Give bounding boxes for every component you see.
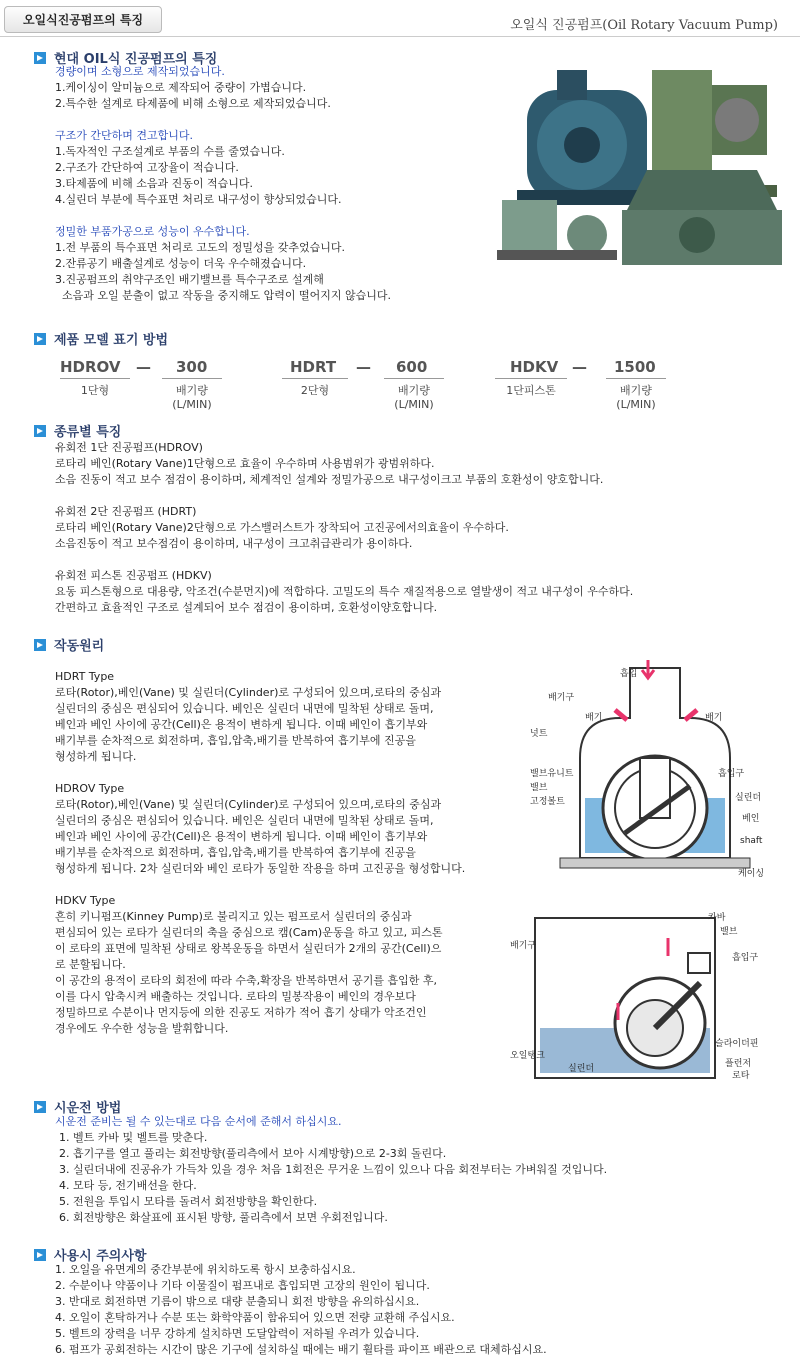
- rotary-vane-diagram: [530, 658, 780, 908]
- underline: [606, 378, 666, 379]
- principle-line: 배기부를 순차적으로 회전하며, 흡입,압축,배기를 반복하여 흡기부에 진공을: [55, 734, 416, 747]
- feature-line: 4.실린더 부분에 특수표면 처리로 내구성이 향상되었습니다.: [55, 193, 342, 206]
- principle-line: 베인과 베인 사이에 공간(Cell)은 용적이 변하게 됩니다. 이때 베인이 흡기부와: [55, 718, 428, 731]
- pump-photo-blue: [517, 70, 657, 205]
- caution-block: [55, 1262, 547, 1358]
- caution-line: 6. 펌프가 공회전하는 시간이 많은 기구에 설치하실 때에는 배기 휠타를 파이프 배관으로 대체하십시요.: [55, 1343, 547, 1356]
- principle-heading: 작동원리: [34, 635, 104, 654]
- principle-line: 베인과 베인 사이에 공간(Cell)은 용적이 변하게 됩니다. 이때 베인이 흡기부와: [55, 830, 428, 843]
- feature-line: 1.케이싱이 알미늄으로 제작되어 중량이 가볍습니다.: [55, 81, 307, 94]
- feature-group-title: 구조가 간단하며 견고합니다.: [55, 129, 194, 142]
- principle-line: 정밀하므로 수분이나 먼지등에 의한 진공도 저하가 적어 흡기 상태가 악조건인: [55, 1006, 427, 1019]
- label-exhaust-port: 배기구: [548, 693, 575, 703]
- trial-step: 2. 흡기구를 열고 풀리는 회전방향(풀리측에서 보아 시계방향)으로 2-3회 돌린다.: [59, 1147, 447, 1160]
- principle-line: 경우에도 우수한 성능을 발휘합니다.: [55, 1022, 229, 1035]
- underline: [384, 378, 444, 379]
- principle-line: 이를 다시 압축시켜 배출하는 것입니다. 로타의 밀봉작용이 베인의 경우보다: [55, 990, 416, 1003]
- principle-line: 배기부를 순차적으로 회전하며, 흡입,압축,배기를 반복하여 흡기부에 진공을: [55, 846, 416, 859]
- principle-line: 로타(Rotor),베인(Vane) 및 실린더(Cylinder)로 구성되어 있으며,로타의 중심과: [55, 798, 442, 811]
- page-title: 오일식 진공펌프(Oil Rotary Vacuum Pump): [510, 18, 778, 33]
- type-name: 유회전 2단 진공펌프 (HDRT): [55, 505, 197, 518]
- caution-line: 1. 오일을 유면계의 중간부분에 위치하도록 항시 보충하십시요.: [55, 1263, 356, 1276]
- models-heading: 제품 모델 표기 방법: [34, 329, 168, 348]
- type-line: 간편하고 효율적인 구조로 설계되어 보수 점검이 용이하며, 호환성이양호합니다.: [55, 601, 438, 614]
- model-dash: —: [356, 358, 371, 376]
- pump-photo-frame: [622, 170, 782, 265]
- caution-line: 5. 벨트의 장력을 너무 강하게 설치하면 도달압력이 저하될 우려가 있습니다.: [55, 1327, 420, 1340]
- bullet-arrow-icon: [34, 333, 46, 345]
- label-intake-port: 흡입구: [718, 769, 745, 779]
- label-exhaust-port: 배기구: [510, 941, 537, 951]
- type-line: 소음진동이 적고 보수점검이 용이하며, 내구성이 크고취급관리가 용이하다.: [55, 537, 413, 550]
- type-name: 유회전 피스톤 진공펌프 (HDKV): [55, 569, 212, 582]
- trial-step: 3. 실린더내에 진공유가 가득차 있을 경우 처음 1회전은 무거운 느낌이 있으나 다음 회전부터는 가벼워질 것입니다.: [59, 1163, 608, 1176]
- caution-heading: 사용시 주의사항: [34, 1245, 146, 1264]
- type-name: 유회전 1단 진공펌프(HDROV): [55, 441, 203, 454]
- trial-step: 5. 전원을 투입시 모타를 돌려서 회전방향을 확인한다.: [59, 1195, 318, 1208]
- principle-line: 로타(Rotor),베인(Vane) 및 실린더(Cylinder)로 구성되어 있으며,로타의 중심과: [55, 686, 442, 699]
- feature-line: 3.진공펌프의 취약구조인 배기밸브를 특수구조로 설계해: [55, 273, 324, 286]
- label-valve: 밸브: [720, 927, 738, 937]
- bullet-arrow-icon: [34, 639, 46, 651]
- principle-line: 흔히 키니펌프(Kinney Pump)로 불리지고 있는 펌프로서 실린더의 중심과: [55, 910, 412, 923]
- label-cylinder: 실린더: [735, 793, 762, 803]
- label-slider-pin: 슬라이더핀: [715, 1039, 759, 1049]
- feature-line: 2.잔류공기 배출설계로 성능이 더욱 우수해졌습니다.: [55, 257, 307, 270]
- model-unit: (L/MIN): [394, 398, 434, 411]
- principle-type-name: HDKV Type: [55, 894, 116, 907]
- type-line: 요동 피스톤형으로 대용량, 악조건(수분먼지)에 적합하다. 고밀도의 특수 재질적용으로 열발생이 적고 내구성이 우수하다.: [55, 585, 634, 598]
- types-block: [55, 440, 633, 616]
- bullet-arrow-icon: [34, 425, 46, 437]
- principle-line: 로 분할됩니다.: [55, 958, 126, 971]
- label-exhaust-left: 배기: [585, 713, 603, 723]
- trial-intro: 시운전 준비는 될 수 있는대로 다음 순서에 준해서 하십시요.: [55, 1115, 342, 1128]
- trial-heading: 시운전 방법: [34, 1097, 121, 1116]
- underline: [495, 378, 567, 379]
- feature-line: 3.타제품에 비해 소음과 진동이 적습니다.: [55, 177, 253, 190]
- feature-group-title: 정밀한 부품가공으로 성능이 우수합니다.: [55, 225, 250, 238]
- pump-product-photo: [487, 50, 787, 275]
- label-plunger: 플런저: [725, 1059, 752, 1069]
- model-flow-label: 배기량: [398, 384, 430, 397]
- underline: [162, 378, 222, 379]
- pump-photo-small: [497, 200, 617, 260]
- model-dash: —: [572, 358, 587, 376]
- model-type: 2단형: [300, 384, 330, 397]
- features-heading: 현대 OIL식 진공펌프의 특징: [34, 48, 217, 67]
- caution-line: 3. 반대로 회전하면 기름이 밖으로 대량 분출되니 회전 방향을 유의하십시요.: [55, 1295, 420, 1308]
- label-rotor: 로타: [732, 1071, 750, 1081]
- principle-line: 실린더의 중심은 편심되어 있습니다. 베인은 실린더 내면에 밀착된 상태로 돌며,: [55, 702, 434, 715]
- label-casing: 케이싱: [738, 869, 765, 879]
- label-nut: 넛트: [530, 729, 548, 739]
- type-line: 소음 진동이 적고 보수 점검이 용이하며, 체계적인 설계와 정밀가공으로 내구성이크고 부품의 호환성이 양호합니다.: [55, 473, 604, 486]
- bullet-arrow-icon: [34, 52, 46, 64]
- feature-line: 2.특수한 설계로 타제품에 비해 소형으로 제작되었습니다.: [55, 97, 331, 110]
- label-valve-unit: 밸브유니트: [530, 769, 574, 779]
- principle-line: 이 로타의 표면에 밀착된 상태로 왕복운동을 하면서 실린더가 2개의 공간(Cell)으: [55, 942, 442, 955]
- model-flow: 1500: [614, 358, 656, 376]
- model-type: 1단형: [80, 384, 110, 397]
- label-oil-tank: 오일탱크: [510, 1051, 545, 1061]
- label-cover: 카바: [708, 913, 726, 923]
- label-fix-bolt: 고정볼트: [530, 797, 565, 807]
- principle-line: 실린더의 중심은 편심되어 있습니다. 베인은 실린더 내면에 밀착된 상태로 돌며,: [55, 814, 434, 827]
- trial-step: 6. 회전방향은 화살표에 표시된 방향, 풀리측에서 보면 우회전입니다.: [59, 1211, 388, 1224]
- model-dash: —: [136, 358, 151, 376]
- features-block: [55, 64, 391, 304]
- label-shaft: shaft: [740, 836, 763, 846]
- principle-type-name: HDROV Type: [55, 782, 125, 795]
- underline: [60, 378, 130, 379]
- underline: [282, 378, 348, 379]
- caution-line: 2. 수분이나 약품이나 기타 이물질이 펌프내로 흡입되면 고장의 원인이 됩니다.: [55, 1279, 430, 1292]
- model-flow: 600: [396, 358, 428, 376]
- trial-step: 1. 벨트 카바 및 벨트를 맞춘다.: [59, 1131, 208, 1144]
- model-notation: [50, 356, 770, 416]
- model-flow-label: 배기량: [620, 384, 652, 397]
- principle-line: 편심되어 있는 로타가 실린더의 축을 중심으로 캠(Cam)운동을 하고 있고, 피스톤: [55, 926, 443, 939]
- principle-type-name: HDRT Type: [55, 670, 115, 683]
- principle-line: 형성하게 됩니다.: [55, 750, 137, 763]
- types-heading: 종류별 특징: [34, 421, 121, 440]
- header-divider: [0, 36, 800, 37]
- feature-line: 소음과 오일 분출이 없고 작동을 중지해도 압력이 떨어지지 않습니다.: [55, 289, 391, 302]
- label-valve: 밸브: [530, 783, 548, 793]
- principle-line: 이 공간의 용적이 로타의 회전에 따라 수축,확장을 반복하면서 공기를 흡입한 후,: [55, 974, 437, 987]
- label-intake: 흡입: [620, 669, 638, 679]
- model-flow: 300: [176, 358, 208, 376]
- page-header: [0, 0, 800, 42]
- type-line: 로타리 베인(Rotary Vane)2단형으로 가스밸러스트가 장착되어 고진공에서의효율이 우수하다.: [55, 521, 509, 534]
- feature-line: 1.독자적인 구조설계로 부품의 수를 줄였습니다.: [55, 145, 285, 158]
- label-vane: 베인: [742, 814, 760, 824]
- label-cylinder: 실린더: [568, 1064, 595, 1074]
- valve-shape: [688, 953, 710, 973]
- section-tab[interactable]: 오일식진공펌프의 특징: [4, 6, 162, 33]
- piston-pump-diagram: [510, 908, 780, 1088]
- bullet-arrow-icon: [34, 1101, 46, 1113]
- feature-line: 1.전 부품의 특수표면 처리로 고도의 정밀성을 갖추었습니다.: [55, 241, 345, 254]
- model-code: HDKV: [510, 358, 559, 376]
- model-type: 1단피스톤: [506, 384, 556, 397]
- feature-line: 2.구조가 간단하여 고장율이 적습니다.: [55, 161, 239, 174]
- trial-block: [55, 1114, 607, 1226]
- model-unit: (L/MIN): [172, 398, 212, 411]
- label-exhaust-right: 배기: [705, 713, 723, 723]
- model-flow-label: 배기량: [176, 384, 208, 397]
- model-unit: (L/MIN): [616, 398, 656, 411]
- caution-line: 4. 오일이 혼탁하거나 수분 또는 화학약품이 함유되어 있으면 전량 교환해 주십시요.: [55, 1311, 455, 1324]
- feature-group-title: 경량이며 소형으로 제작되었습니다.: [55, 65, 225, 78]
- trial-step: 4. 모타 등, 전기배선을 한다.: [59, 1179, 197, 1192]
- base-shape: [560, 858, 750, 868]
- principle-line: 형성하게 됩니다. 2차 실린더와 베인 로타가 동일한 작용을 하며 고진공을 형성합니다.: [55, 862, 466, 875]
- model-code: HDRT: [290, 358, 337, 376]
- bullet-arrow-icon: [34, 1249, 46, 1261]
- principle-block: [55, 669, 465, 1037]
- type-line: 로타리 베인(Rotary Vane)1단형으로 효율이 우수하며 사용범위가 광범위하다.: [55, 457, 435, 470]
- model-code: HDROV: [60, 358, 121, 376]
- label-intake-port: 흡입구: [732, 953, 759, 963]
